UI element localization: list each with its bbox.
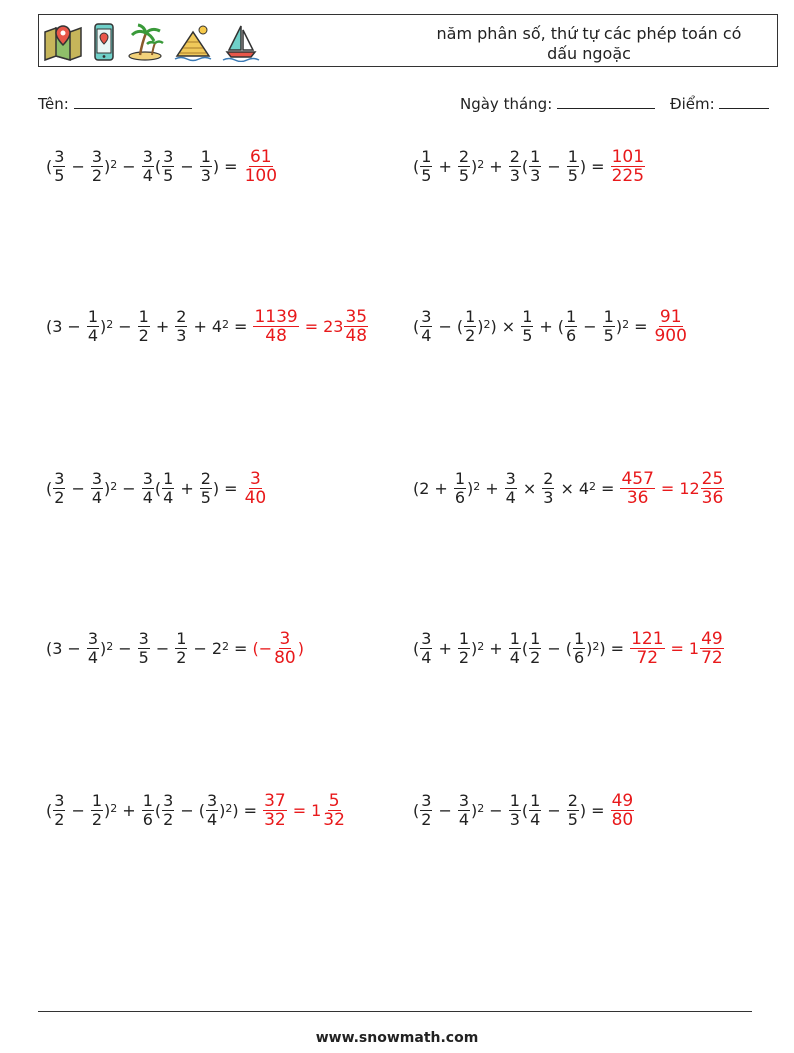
palm-island-icon (125, 22, 165, 62)
score-label: Điểm: (670, 95, 715, 113)
problem-7: (3 − $\frac{3}{4}$ ) $^2$ − $\frac{3}{5}$ − $\frac{1}{2}$ − 2 $^2$ = (− $\frac{3}{80}$ ) (46, 629, 304, 668)
answer: $\frac{1139}{48}$ = 23 $\frac{35}{48}$ (254, 307, 368, 346)
header-icons (43, 19, 261, 65)
answer: $\frac{49}{80}$ (611, 791, 634, 830)
date-blank[interactable] (557, 94, 655, 109)
problem-10: ( $\frac{3}{2}$ − $\frac{3}{4}$ ) $^2$ − $\frac{1}{3}$ ( $\frac{1}{4}$ − $\frac{2}{5}$ ) = $\frac{49}{80}$ (413, 791, 634, 830)
answer: $\frac{61}{100}$ (244, 147, 278, 186)
phone-location-icon (91, 22, 117, 62)
worksheet-header (38, 14, 778, 67)
footer-divider (38, 1011, 752, 1012)
problem-5: ( $\frac{3}{2}$ − $\frac{3}{4}$ ) $^2$ − $\frac{3}{4}$ ( $\frac{1}{4}$ + $\frac{2}{5}$ ) = $\frac{3}{40}$ (46, 469, 267, 508)
footer-url[interactable]: www.snowmath.com (315, 1030, 479, 1046)
answer: $\frac{37}{32}$ = 1 $\frac{5}{32}$ (264, 791, 345, 830)
map-icon (43, 22, 83, 62)
score-field (670, 94, 769, 113)
answer: $\frac{91}{900}$ (654, 307, 687, 346)
name-label: Tên: (38, 95, 69, 113)
answer: $\frac{121}{72}$ = 1 $\frac{49}{72}$ (631, 629, 723, 668)
sailboat-icon (221, 22, 261, 62)
score-blank[interactable] (719, 94, 769, 109)
problem-8: ( $\frac{3}{4}$ + $\frac{1}{2}$ ) $^2$ + $\frac{1}{4}$ ( $\frac{1}{2}$ − ( $\frac{1}{6}$ ) $^2$ ) = $\frac{121}{72}$ = 1 $\frac{49}{72}$ (413, 629, 723, 668)
problem-3: (3 − $\frac{1}{4}$ ) $^2$ − $\frac{1}{2}$ + $\frac{2}{3}$ + 4 $^2$ = $\frac{1139}{48}$ = 23 $\frac{35}{48}$ (46, 307, 368, 346)
pyramid-icon (173, 22, 213, 62)
problem-9: ( $\frac{3}{2}$ − $\frac{1}{2}$ ) $^2$ + $\frac{1}{6}$ ( $\frac{3}{2}$ − ( $\frac{3}{4}$ ) $^2$ ) = $\frac{37}{32}$ = 1 $\frac{5}{32}$ (46, 791, 345, 830)
answer: (− $\frac{3}{80}$ ) (252, 629, 304, 668)
answer: $\frac{3}{40}$ (244, 469, 267, 508)
problem-4: ( $\frac{3}{4}$ − ( $\frac{1}{2}$ ) $^2$ ) × $\frac{1}{5}$ + ( $\frac{1}{6}$ − $\frac{1}{5}$ ) $^2$ = $\frac{91}{900}$ (413, 307, 687, 346)
name-blank[interactable] (74, 94, 192, 109)
worksheet-title: năm phân số, thứ tự các phép toán có dấu ngoặc (436, 24, 742, 63)
name-field (38, 94, 192, 113)
date-label: Ngày tháng: (460, 95, 553, 113)
answer: $\frac{101}{225}$ (611, 147, 645, 186)
problem-6: (2 + $\frac{1}{6}$ ) $^2$ + $\frac{3}{4}$ × $\frac{2}{3}$ × 4 $^2$ = $\frac{457}{36}$ = 12 $\frac{25}{36}$ (413, 469, 724, 508)
problem-1: ( $\frac{3}{5}$ − $\frac{3}{2}$ ) $^2$ − $\frac{3}{4}$ ( $\frac{3}{5}$ − $\frac{1}{3}$ ) = $\frac{61}{100}$ (46, 147, 278, 186)
problem-2: ( $\frac{1}{5}$ + $\frac{2}{5}$ ) $^2$ + $\frac{2}{3}$ ( $\frac{1}{3}$ − $\frac{1}{5}$ ) = $\frac{101}{225}$ (413, 147, 645, 186)
date-field (460, 94, 655, 113)
answer: $\frac{457}{36}$ = 12 $\frac{25}{36}$ (621, 469, 724, 508)
